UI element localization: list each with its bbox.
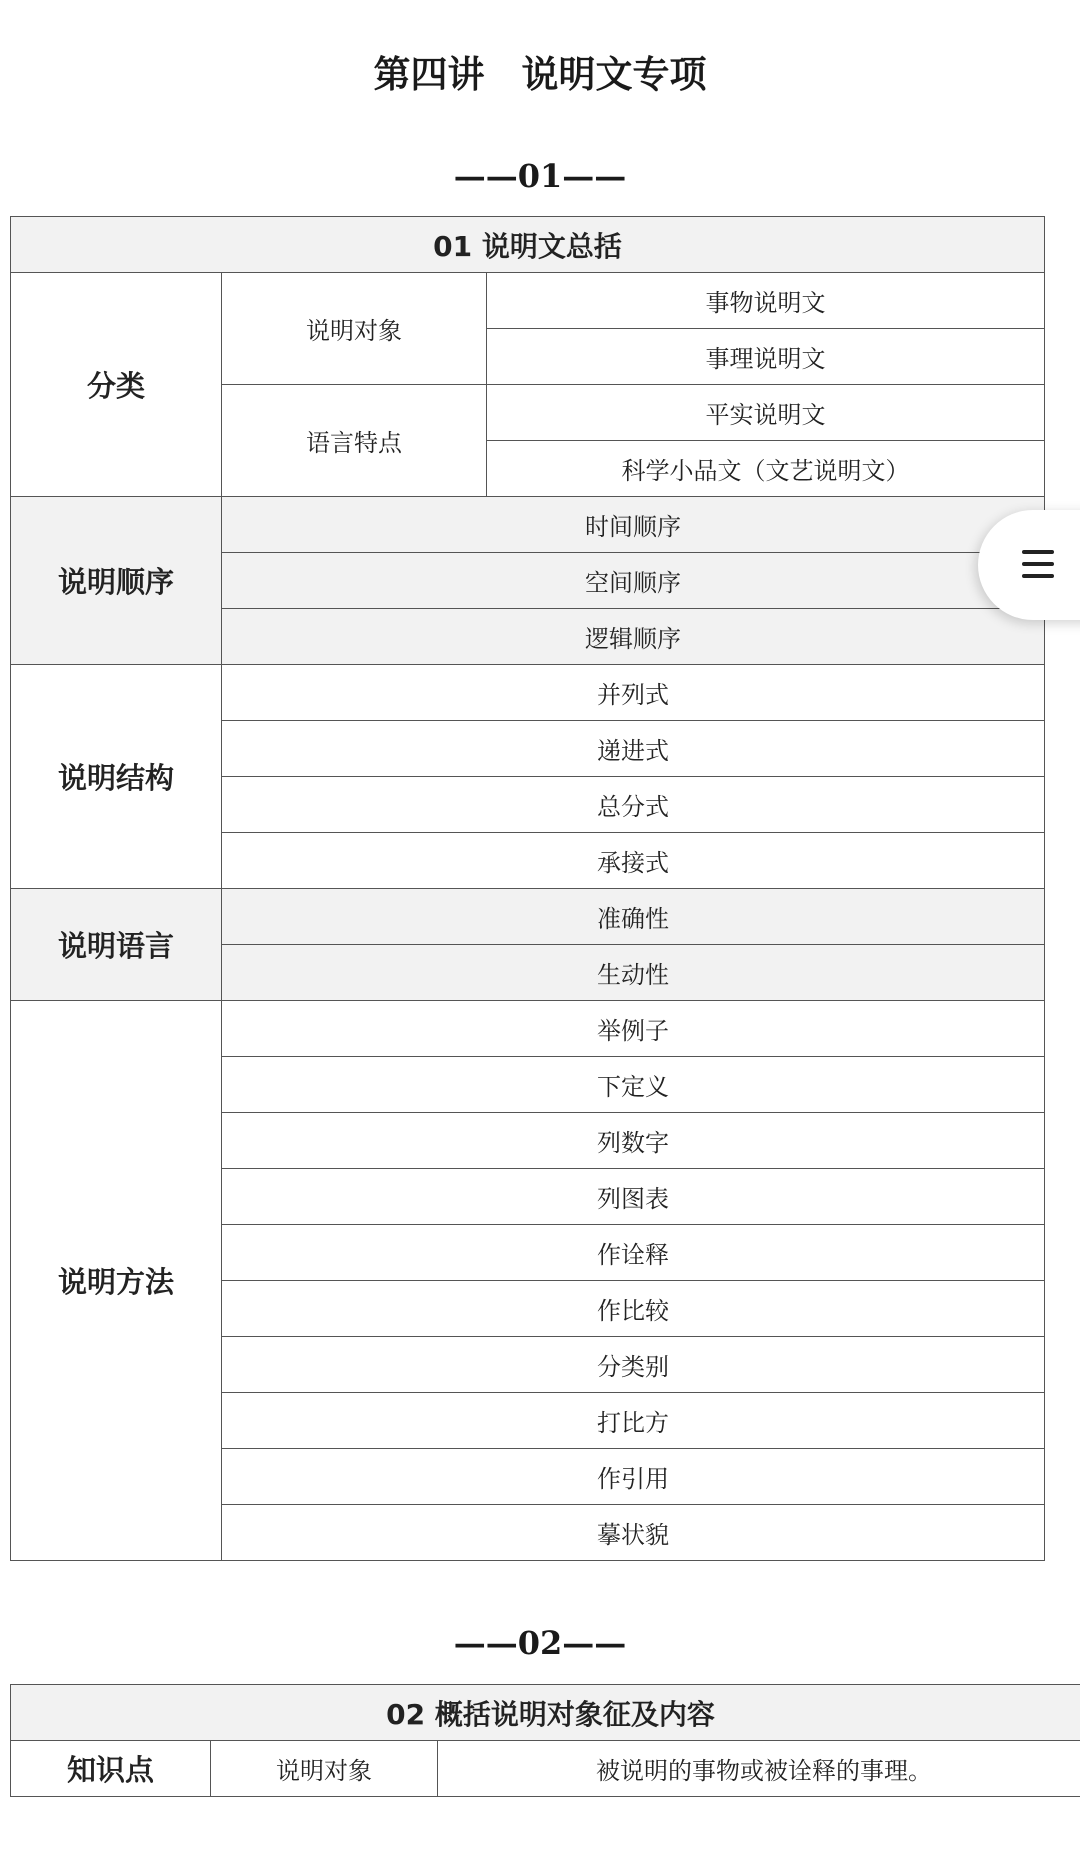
table-cell: 分类别: [222, 1337, 1045, 1393]
section-marker-02: ——02——: [453, 1624, 627, 1662]
menu-button[interactable]: [978, 510, 1080, 620]
table-cell: 摹状貌: [222, 1505, 1045, 1561]
table-cell: 总分式: [222, 777, 1045, 833]
definition-cell: 被说明的事物或被诠释的事理。: [438, 1741, 1080, 1797]
table-cell: 生动性: [222, 945, 1045, 1001]
table-cell: 承接式: [222, 833, 1045, 889]
table-cell: 递进式: [222, 721, 1045, 777]
page-title: 第四讲 说明文专项: [373, 53, 707, 96]
subcategory-language-feature: 语言特点: [222, 385, 487, 497]
table-cell: 事物说明文: [487, 273, 1045, 329]
section-marker-01: ——01——: [453, 157, 627, 195]
table-cell: 作引用: [222, 1449, 1045, 1505]
hamburger-menu-icon: [1022, 550, 1054, 578]
table-cell: 举例子: [222, 1001, 1045, 1057]
table-cell: 准确性: [222, 889, 1045, 945]
table-cell: 列图表: [222, 1169, 1045, 1225]
summary-table-2: [10, 1684, 1080, 1797]
table-cell: 作诠释: [222, 1225, 1045, 1281]
category-methods: 说明方法: [11, 1001, 222, 1561]
table-cell: 并列式: [222, 665, 1045, 721]
table-cell: 作比较: [222, 1281, 1045, 1337]
summary-table: [10, 216, 1045, 1561]
table-cell: 逻辑顺序: [222, 609, 1045, 665]
category-classification: 分类: [11, 273, 222, 497]
table-cell: 平实说明文: [487, 385, 1045, 441]
table-cell: 时间顺序: [222, 497, 1045, 553]
knowledge-point-label: 知识点: [11, 1741, 211, 1797]
summary-table-header: 01 说明文总括: [11, 217, 1045, 273]
category-language: 说明语言: [11, 889, 222, 1001]
table-cell: 列数字: [222, 1113, 1045, 1169]
term-cell: 说明对象: [211, 1741, 438, 1797]
table-cell: 打比方: [222, 1393, 1045, 1449]
category-order: 说明顺序: [11, 497, 222, 665]
category-structure: 说明结构: [11, 665, 222, 889]
table-cell: 下定义: [222, 1057, 1045, 1113]
subcategory-object: 说明对象: [222, 273, 487, 385]
summary-table-2-header: 02 概括说明对象征及内容: [11, 1685, 1080, 1741]
table-cell: 空间顺序: [222, 553, 1045, 609]
table-cell: 科学小品文（文艺说明文）: [487, 441, 1045, 497]
table-cell: 事理说明文: [487, 329, 1045, 385]
